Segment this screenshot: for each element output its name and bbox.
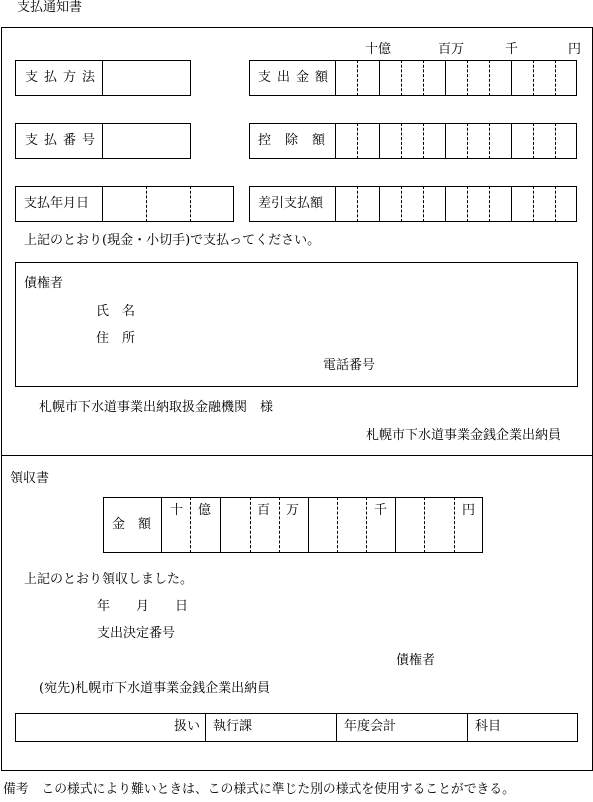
digit-divider [250, 497, 251, 553]
digit-divider [379, 123, 380, 159]
digit-divider [511, 123, 512, 159]
creditor-box [15, 262, 578, 387]
digit-divider [401, 186, 402, 222]
scale-label-sen: 千 [505, 42, 519, 57]
digit-divider [454, 497, 455, 553]
digit-divider [467, 60, 468, 96]
digit-divider [279, 497, 280, 553]
payment-method-field[interactable] [104, 62, 189, 94]
receipt-unit-man: 万 [286, 503, 300, 518]
digit-divider [555, 186, 556, 222]
digit-divider [423, 186, 424, 222]
digit-divider [357, 60, 358, 96]
receipt-unit-sen: 千 [374, 503, 388, 518]
divider [467, 713, 468, 742]
scale-label-en: 円 [568, 42, 582, 57]
footer-handling: 扱い [174, 719, 201, 734]
amount-field[interactable] [336, 62, 575, 94]
payment-number-field[interactable] [104, 125, 189, 157]
divider [102, 60, 103, 96]
digit-divider [511, 60, 512, 96]
payment-method-label: 支払方法 [25, 70, 102, 85]
digit-divider [424, 497, 425, 553]
net-amount-label: 差引支払額 [258, 196, 324, 211]
payment-date-field[interactable] [104, 188, 232, 220]
digit-divider [533, 186, 534, 222]
payment-instruction: 上記のとおり(現金・小切手)で支払ってください。 [24, 233, 321, 248]
digit-divider [308, 497, 309, 553]
remarks-note: 備考 この様式により難いときは、この様式に準じた別の様式を使用することができる。 [3, 782, 515, 797]
divider [161, 497, 162, 553]
receipt-addressee: (宛先)札幌市下水道事業金銭企業出納員 [39, 681, 271, 696]
digit-divider [489, 186, 490, 222]
creditor-phone-label: 電話番号 [323, 358, 376, 373]
digit-divider [357, 123, 358, 159]
section-divider [1, 455, 593, 456]
issuer: 札幌市下水道事業金銭企業出納員 [366, 428, 562, 443]
digit-divider [555, 123, 556, 159]
divider [205, 713, 206, 742]
receipt-decision-number: 支出決定番号 [97, 626, 176, 641]
digit-divider [511, 186, 512, 222]
form-title: 支払通知書 [17, 0, 83, 15]
digit-divider [401, 60, 402, 96]
digit-divider [401, 123, 402, 159]
digit-divider [335, 123, 336, 159]
deduction-label: 控除額 [258, 133, 340, 148]
footer-fiscal: 年度会計 [344, 719, 397, 734]
footer-item: 科目 [475, 719, 502, 734]
digit-divider [533, 60, 534, 96]
digit-divider [337, 497, 338, 553]
digit-divider [445, 60, 446, 96]
scale-label-hyakuman: 百万 [438, 42, 465, 57]
receipt-date-line: 年 月 日 [97, 599, 189, 614]
divider [102, 186, 103, 222]
deduction-field[interactable] [336, 125, 575, 157]
digit-divider [445, 186, 446, 222]
divider [336, 713, 337, 742]
digit-divider [445, 123, 446, 159]
receipt-unit-oku: 億 [198, 503, 212, 518]
receipt-amount-label: 金 額 [112, 517, 152, 532]
digit-divider [220, 497, 221, 553]
creditor-address-label: 住 所 [96, 331, 136, 346]
divider [102, 123, 103, 159]
receipt-title: 領収書 [10, 471, 50, 486]
digit-divider [190, 497, 191, 553]
receipt-unit-hyaku: 百 [257, 503, 271, 518]
digit-divider [379, 186, 380, 222]
digit-divider [366, 497, 367, 553]
digit-divider [379, 60, 380, 96]
receipt-creditor-label: 債権者 [396, 653, 436, 668]
digit-divider [335, 186, 336, 222]
receipt-statement: 上記のとおり領収しました。 [24, 572, 194, 587]
receipt-unit-en: 円 [462, 503, 476, 518]
digit-divider [489, 60, 490, 96]
digit-divider [467, 186, 468, 222]
digit-divider [533, 123, 534, 159]
footer-exec-dept: 執行課 [213, 719, 253, 734]
digit-divider [357, 186, 358, 222]
digit-divider [489, 123, 490, 159]
payment-number-label: 支払番号 [25, 133, 102, 148]
creditor-name-label: 氏 名 [96, 304, 136, 319]
digit-divider [395, 497, 396, 553]
scale-label-juoku: 十億 [365, 42, 392, 57]
digit-divider [335, 60, 336, 96]
digit-divider [467, 123, 468, 159]
digit-divider [423, 123, 424, 159]
receipt-unit-ju: 十 [170, 503, 184, 518]
net-amount-field[interactable] [336, 188, 575, 220]
amount-label: 支出金額 [258, 70, 335, 85]
digit-divider [555, 60, 556, 96]
creditor-label: 債権者 [24, 276, 64, 291]
payment-date-label: 支払年月日 [24, 196, 90, 211]
bank-addressee: 札幌市下水道事業出納取扱金融機関 様 [39, 400, 274, 415]
digit-divider [423, 60, 424, 96]
